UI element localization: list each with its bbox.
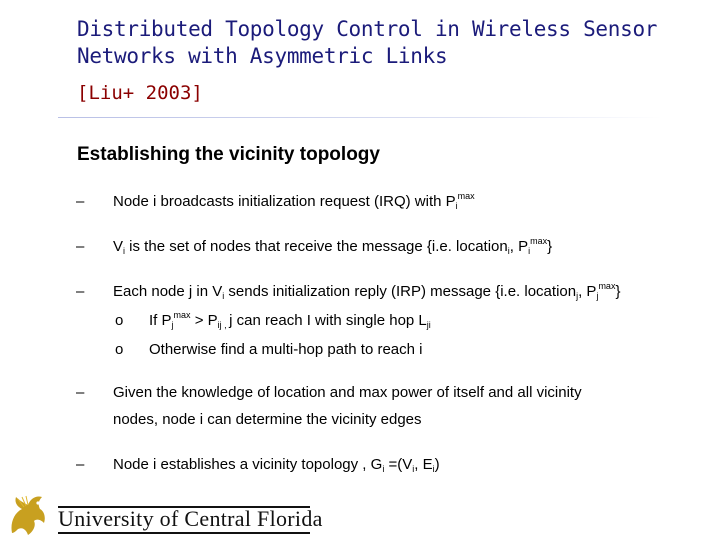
sub-bullet-1-p-sub: j [171,320,174,330]
bullet-1-sup: max [457,191,475,201]
bullet-3-close: } [615,283,621,300]
bullet-3-p-sup: max [598,281,616,291]
slide-title: Distributed Topology Control in Wireless Sensor Networks with Asymmetric Links [77,17,658,68]
bullet-4-line-1: Given the knowledge of location and max power of itself and all vicinity [113,384,582,401]
bullet-dash: – [76,384,85,401]
bullet-3-v-sub: i [222,291,225,301]
bullet-5-eq: =(V [384,456,413,473]
bullet-5-comma: , E [414,456,433,473]
bullet-5-close: ) [434,456,440,473]
bullet-3-loc-sub: j [576,291,579,301]
sub-bullet-1-p-sup: max [173,310,191,320]
university-name: University of Central Florida [58,506,323,531]
footer-rule-bottom [58,532,310,534]
pegasus-logo-icon [4,493,50,539]
bullet-dash: – [76,456,85,473]
bullet-2-p-sub: i [528,246,531,256]
bullet-3 [113,283,620,300]
bullet-3-p: , P [578,283,597,300]
bullet-5-text: Node i establishes a vicinity topology , G [113,456,383,473]
bullet-dash: – [76,238,85,255]
sub-bullet-2: Otherwise find a multi-hop path to reach i [149,341,423,358]
bullet-2 [113,238,552,255]
bullet-2-v-sub: i [123,246,126,256]
bullet-5 [113,456,440,473]
sub-bullet-1-l-sub: ji [426,320,431,330]
sub-bullet-1-text2: j can reach I with single hop L [229,312,427,329]
bullet-2-p: , P [509,238,529,255]
bullet-5-v-sub: i [412,464,415,474]
bullet-2-p-sup: max [530,236,548,246]
bullet-4-line-2: nodes, node i can determine the vicinity edges [113,411,422,428]
bullet-1-text: Node i broadcasts initialization request (IRQ) with P [113,193,456,210]
bullet-3-p-sub: j [596,291,599,301]
sub-bullet-1-pij-sub: ij , [217,320,230,330]
bullet-5-g-sub: i [382,464,385,474]
citation: [Liu+ 2003] [77,82,203,104]
bullet-2-loc-sub: i [507,246,510,256]
bullet-2-close: } [547,238,553,255]
section-heading: Establishing the vicinity topology [77,144,380,165]
sub-bullet-1 [149,312,431,329]
bullet-3-text2: sends initialization reply (IRP) message {i.e. location [224,283,577,300]
bullet-3-text1: Each node j in V [113,283,223,300]
sub-bullet-1-gt: > P [190,312,218,329]
sub-bullet-1-text1: If P [149,312,172,329]
bullet-1 [113,193,475,210]
bullet-2-v: V [113,238,124,255]
bullet-2-text: is the set of nodes that receive the message {i.e. location [125,238,508,255]
bullet-dash: – [76,283,85,300]
title-divider [58,117,662,118]
sub-bullet-marker: o [115,341,124,358]
bullet-1-sub: i [455,201,458,211]
bullet-dash: – [76,193,85,210]
bullet-5-e-sub: i [432,464,435,474]
sub-bullet-marker: o [115,312,124,329]
